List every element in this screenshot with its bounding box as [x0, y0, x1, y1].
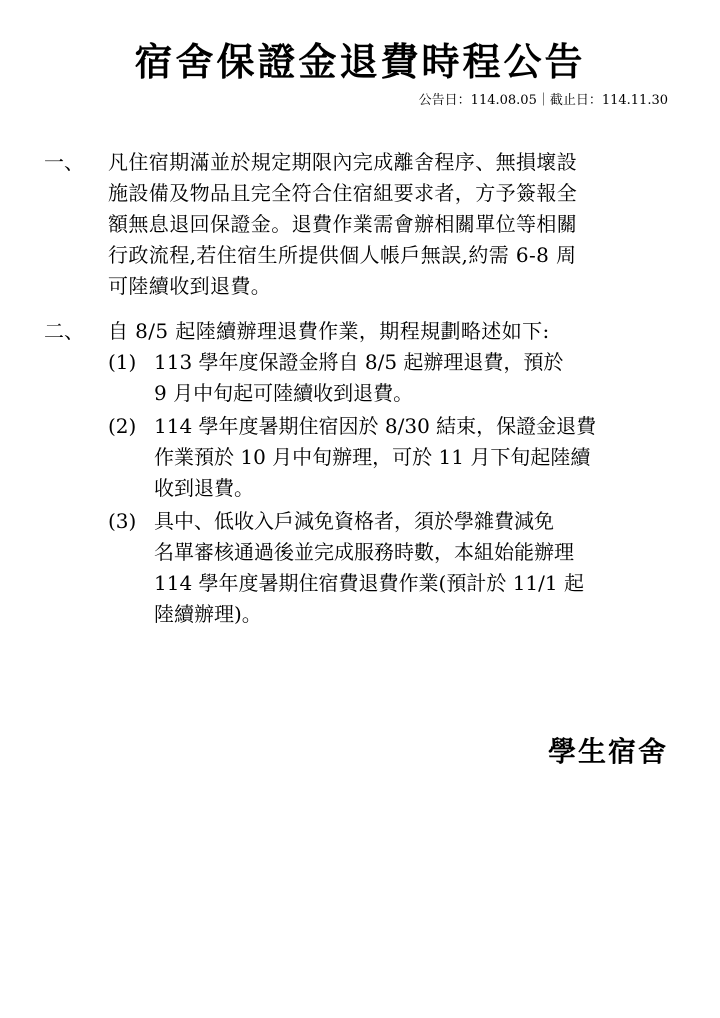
section-two: [44, 316, 674, 636]
item-line: 名單審核通過後並完成服務時數，本組始能辦理: [154, 540, 574, 564]
section-one: [44, 147, 674, 307]
paragraph-line: 自 8/5 起陸續辦理退費作業，期程規劃略述如下:: [108, 319, 550, 343]
paragraph-line: 施設備及物品且完全符合住宿組要求者，方予簽報全: [108, 181, 578, 205]
paragraph-line: 行政流程,若住宿生所提供個人帳戶無誤,約需 6-8 周: [108, 243, 577, 267]
item-line: 114 學年度暑期住宿費退費作業(預計於 11/1 起: [154, 571, 584, 595]
item-marker: (1): [108, 350, 137, 374]
item-line: 9 月中旬起可陸續收到退費。: [154, 381, 414, 405]
item-text: [154, 411, 674, 504]
item-line: 陸續辦理)。: [154, 602, 262, 626]
section-intro: [108, 316, 674, 347]
item-marker: (2): [108, 414, 137, 438]
section-paragraph: [108, 147, 674, 302]
item-text: [154, 347, 674, 409]
section-number: 一、: [44, 150, 84, 174]
signature: 學生宿舍: [547, 735, 668, 768]
paragraph-line: 可陸續收到退費。: [108, 274, 272, 298]
item-line: 113 學年度保證金將自 8/5 起辦理退費，預於: [154, 350, 564, 374]
item-line: 具中、低收入戶減免資格者，須於學雜費減免: [154, 509, 554, 533]
item-line: 114 學年度暑期住宿因於 8/30 結束，保證金退費: [154, 414, 597, 438]
page-title: 宿舍保證金退費時程公告: [134, 39, 586, 84]
announcement-dates: 公告日：114.08.05｜截止日：114.11.30: [418, 93, 668, 108]
paragraph-line: 凡住宿期滿並於規定期限內完成離舍程序、無損壞設: [108, 150, 578, 174]
section-number: 二、: [44, 319, 84, 343]
item-line: 收到退費。: [154, 476, 254, 500]
paragraph-line: 額無息退回保證金。退費作業需會辦相關單位等相關: [108, 212, 578, 236]
item-marker: (3): [108, 509, 137, 533]
item-line: 作業預於 10 月中旬辦理，可於 11 月下旬起陸續: [154, 445, 591, 469]
item-text: [154, 506, 674, 630]
